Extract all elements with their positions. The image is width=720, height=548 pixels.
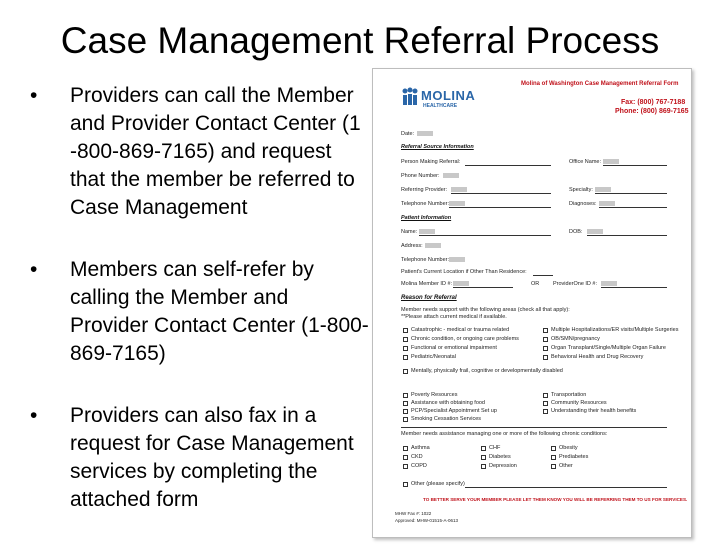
checkbox <box>543 401 548 406</box>
footer-warning: TO BETTER SERVE YOUR MEMBER PLEASE LET THEM KNOW YOU WILL BE REFERRING THEM TO US FOR SERVICES. <box>423 497 688 502</box>
dob-label: DOB: <box>569 229 583 235</box>
or-label: OR <box>531 281 540 287</box>
reason-intro: Member needs support with the following areas (check all that apply): <box>401 307 570 313</box>
phone-number-field <box>443 173 459 178</box>
reason-item: Organ Transplant/Single/Multiple Organ Failure <box>551 345 666 351</box>
checkbox <box>551 464 556 469</box>
molina-id-line <box>453 287 513 288</box>
provider-one-id-field <box>601 281 617 286</box>
logo-sub: HEALTHCARE <box>423 103 458 109</box>
bullet-glyph: • <box>30 258 38 281</box>
diagnoses-label: Diagnoses: <box>569 201 597 207</box>
reason-item: Community Resources <box>551 400 607 406</box>
reason-item: Smoking Cessation Services <box>411 416 482 422</box>
footer-code-1: MHW Fax #: 1022 <box>395 511 432 516</box>
dob-field <box>587 229 603 234</box>
office-name-line <box>603 165 667 166</box>
checkbox <box>403 346 408 351</box>
address-field <box>425 243 441 248</box>
patient-location-line <box>533 275 553 276</box>
dob-line <box>587 235 667 236</box>
referral-form-image <box>372 68 692 538</box>
reason-item: Poverty Resources <box>411 392 458 398</box>
reason-item: Chronic condition, or ongoing care problems <box>411 336 519 342</box>
person-making-referral-label: Person Making Referral: <box>401 159 461 165</box>
name-label: Name: <box>401 229 418 235</box>
diagnoses-line <box>599 207 667 208</box>
checkbox <box>543 355 548 360</box>
reason-item: Mentally, physically frail, cognitive or developmentally disabled <box>411 368 563 374</box>
name-field <box>419 229 435 234</box>
condition-item: Diabetes <box>489 454 511 460</box>
logo-word: MOLINA <box>421 88 476 103</box>
condition-item: CKD <box>411 454 423 460</box>
patient-telephone-field <box>449 257 465 262</box>
referral-source-heading: Referral Source Information <box>401 144 474 150</box>
telephone-number-field <box>449 201 465 206</box>
bullet-item <box>30 402 370 514</box>
date-field <box>417 131 433 136</box>
patient-info-heading: Patient Information <box>401 215 452 221</box>
checkbox <box>403 369 408 374</box>
bullet-glyph: • <box>30 404 38 427</box>
condition-item: CHF <box>489 445 501 451</box>
checkbox <box>551 446 556 451</box>
reason-item: Understanding their health benefits <box>551 408 637 414</box>
bullet-text: Members can self-refer by calling the Member and Provider Contact Center (1-800-869-7165) <box>70 258 369 365</box>
checkbox <box>403 355 408 360</box>
molina-id-field <box>453 281 469 286</box>
reason-item: Behavioral Health and Drug Recovery <box>551 354 644 360</box>
reason-item: PCP/Specialist Appointment Set up <box>411 408 497 414</box>
checkbox <box>403 328 408 333</box>
office-name-field <box>603 159 619 164</box>
bullet-item <box>30 82 370 222</box>
name-line <box>419 235 551 236</box>
molina-logo <box>401 87 481 109</box>
referring-provider-field <box>451 187 467 192</box>
condition-item: COPD <box>411 463 427 469</box>
address-label: Address: <box>401 243 423 249</box>
reason-intro-2: **Please attach current medical if available. <box>401 314 507 320</box>
provider-one-id-label: ProviderOne ID #: <box>553 281 598 287</box>
checkbox <box>543 346 548 351</box>
checkbox <box>403 482 408 487</box>
molina-people-icon <box>401 87 419 107</box>
patient-telephone-label: Telephone Number: <box>401 257 450 263</box>
checkbox <box>403 409 408 414</box>
checkbox <box>481 464 486 469</box>
molina-id-label: Molina Member ID #: <box>401 281 453 287</box>
provider-one-id-line <box>601 287 667 288</box>
date-label: Date: <box>401 131 415 137</box>
specialty-label: Specialty: <box>569 187 593 193</box>
other-line <box>465 487 667 488</box>
referring-provider-line <box>451 193 551 194</box>
telephone-number-label: Telephone Number: <box>401 201 450 207</box>
other-label: Other (please specify) <box>411 481 465 487</box>
reason-item: Transportation <box>551 392 587 398</box>
bullet-list <box>30 82 370 548</box>
checkbox <box>551 455 556 460</box>
condition-item: Obesity <box>559 445 578 451</box>
checkbox <box>403 446 408 451</box>
checkbox <box>403 417 408 422</box>
checkbox <box>403 337 408 342</box>
checkbox <box>403 393 408 398</box>
checkbox <box>403 401 408 406</box>
phone-number-label: Phone Number: <box>401 173 440 179</box>
reason-heading: Reason for Referral <box>401 295 457 301</box>
reason-item: OB/SMN/pregnancy <box>551 336 600 342</box>
bullet-text: Providers can call the Member and Provider Contact Center (1 -800-869-7165) and request that the member be referred to Case Management <box>70 84 361 219</box>
condition-item: Prediabetes <box>559 454 589 460</box>
checkbox <box>543 393 548 398</box>
reason-item: Pediatric/Neonatal <box>411 354 456 360</box>
telephone-number-line <box>449 207 551 208</box>
footer-code-2: Approved: MHW-01515-A-0613 <box>395 518 458 523</box>
checkbox <box>403 455 408 460</box>
checkbox <box>543 409 548 414</box>
bullet-glyph: • <box>30 84 38 107</box>
checkbox <box>403 464 408 469</box>
condition-item: Depression <box>489 463 517 469</box>
patient-location-label: Patient's Current Location if Other Than Residence: <box>401 269 527 275</box>
bullet-text: Providers can also fax in a request for Case Management services by completing the attached form <box>70 404 354 511</box>
checkbox <box>481 455 486 460</box>
office-name-label: Office Name: <box>569 159 601 165</box>
bullet-item <box>30 256 370 368</box>
specialty-field <box>595 187 611 192</box>
form-heading: Molina of Washington Case Management Referral Form <box>521 81 679 87</box>
form-phone: Phone: (800) 869-7165 <box>615 108 689 115</box>
checkbox <box>543 328 548 333</box>
conditions-heading: Member needs assistance managing one or more of the following chronic conditions: <box>401 431 608 437</box>
specialty-line <box>595 193 667 194</box>
checkbox <box>543 337 548 342</box>
reason-item: Functional or emotional impairment <box>411 345 497 351</box>
condition-item: Other <box>559 463 573 469</box>
diagnoses-field <box>599 201 615 206</box>
divider <box>401 427 667 428</box>
condition-item: Asthma <box>411 445 430 451</box>
checkbox <box>481 446 486 451</box>
slide-title: Case Management Referral Process <box>60 20 660 61</box>
reason-item: Multiple Hospitalizations/ER visits/Multiple Surgeries <box>551 327 679 333</box>
referring-provider-label: Referring Provider: <box>401 187 448 193</box>
form-fax: Fax: (800) 767-7188 <box>621 99 686 106</box>
person-making-referral-line <box>465 165 551 166</box>
reason-item: Catastrophic - medical or trauma related <box>411 327 510 333</box>
reason-item: Assistance with obtaining food <box>411 400 485 406</box>
